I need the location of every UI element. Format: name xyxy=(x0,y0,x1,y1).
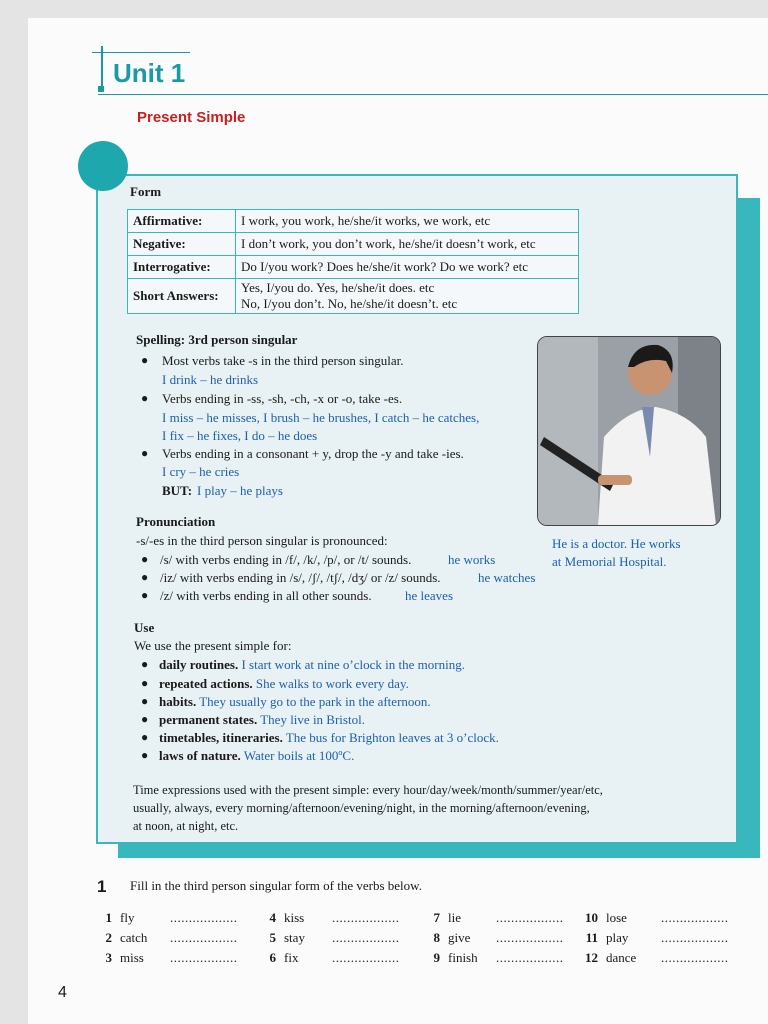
exercise-word xyxy=(256,950,298,966)
word-number: 8 xyxy=(433,930,440,945)
exercise-word xyxy=(92,950,144,966)
use-item xyxy=(159,712,365,728)
page-title: Present Simple xyxy=(137,109,246,126)
word-text: kiss xyxy=(284,910,305,925)
spelling-example: I cry – he cries xyxy=(162,464,240,479)
row-value-line: No, I/you don’t. No, he/she/it doesn’t. etc xyxy=(241,296,458,311)
word-number: 5 xyxy=(269,930,276,945)
exercise-word xyxy=(420,950,478,966)
use-item-example: They usually go to the park in the afternoon. xyxy=(199,694,431,709)
word-number: 7 xyxy=(433,910,440,925)
decor-square xyxy=(98,86,104,92)
pronunciation-rule: /s/ with verbs ending in /f/, /k/, /p/, or /t/ sounds. xyxy=(160,552,412,567)
pronunciation-rule: /iz/ with verbs ending in /s/, /ʃ/, /tʃ/, /dʒ/ or /z/ sounds. xyxy=(160,570,441,585)
exercise-word xyxy=(578,930,628,946)
caption-line: at Memorial Hospital. xyxy=(552,554,667,569)
answer-blank[interactable]: .................. xyxy=(170,910,238,925)
exercise-word xyxy=(92,930,147,946)
answer-blank[interactable]: .................. xyxy=(496,910,564,925)
pronunciation-example: he works xyxy=(448,552,496,567)
bullet-icon: ● xyxy=(141,570,149,584)
answer-blank[interactable]: .................. xyxy=(170,930,238,945)
spelling-rule: Verbs ending in -ss, -sh, -ch, -x or -o, take -es. xyxy=(162,391,403,406)
spelling-heading: Spelling: 3rd person singular xyxy=(136,332,298,347)
time-expressions: at noon, at night, etc. xyxy=(133,819,239,833)
word-number: 9 xyxy=(433,950,440,965)
word-text: give xyxy=(448,930,471,945)
use-item-label: timetables, itineraries. xyxy=(159,730,283,745)
word-text: fix xyxy=(284,950,299,965)
bullet-icon: ● xyxy=(141,694,149,708)
table-row xyxy=(128,233,579,256)
row-value xyxy=(236,279,579,314)
time-expressions: usually, always, every morning/afternoon/evening/night, in the morning/afternoon/evening, xyxy=(133,801,590,815)
answer-blank[interactable]: .................. xyxy=(661,950,729,965)
answer-blank[interactable]: .................. xyxy=(332,950,400,965)
row-label: Negative: xyxy=(128,233,236,256)
decor-line xyxy=(101,46,103,88)
word-text: catch xyxy=(120,930,148,945)
bullet-icon: ● xyxy=(141,676,149,690)
answer-blank[interactable]: .................. xyxy=(661,930,729,945)
table-row xyxy=(128,210,579,233)
use-item xyxy=(159,657,465,673)
exercise-number: 1 xyxy=(97,877,107,896)
word-text: miss xyxy=(120,950,144,965)
table-row xyxy=(128,256,579,279)
use-item-label: permanent states. xyxy=(159,712,258,727)
row-value: I work, you work, he/she/it works, we work, etc xyxy=(236,210,579,233)
bullet-icon: ● xyxy=(141,446,149,460)
pronunciation-example: he watches xyxy=(478,570,536,585)
bullet-icon: ● xyxy=(141,588,149,602)
decor-line xyxy=(92,52,190,53)
use-item-label: laws of nature. xyxy=(159,748,241,763)
spelling-example: I drink – he drinks xyxy=(162,372,259,387)
bullet-icon: ● xyxy=(141,353,149,367)
use-item xyxy=(159,730,499,746)
exercise-word xyxy=(420,910,461,926)
use-item-label: habits. xyxy=(159,694,197,709)
row-value: Do I/you work? Does he/she/it work? Do we work? etc xyxy=(236,256,579,279)
answer-blank[interactable]: .................. xyxy=(332,930,400,945)
use-item-example: She walks to work every day. xyxy=(255,676,409,691)
form-table xyxy=(127,209,579,314)
bullet-icon: ● xyxy=(141,730,149,744)
but-label: BUT: xyxy=(162,483,193,498)
photo-caption xyxy=(552,535,681,571)
bullet-icon: ● xyxy=(141,748,149,762)
use-item-label: daily routines. xyxy=(159,657,239,672)
answer-blank[interactable]: .................. xyxy=(496,930,564,945)
spelling-rule: Verbs ending in a consonant + y, drop the -y and take -ies. xyxy=(162,446,464,461)
use-item-example: The bus for Brighton leaves at 3 o’clock. xyxy=(285,730,499,745)
pronunciation-example: he leaves xyxy=(405,588,454,603)
word-text: play xyxy=(606,930,629,945)
form-heading: Form xyxy=(130,184,162,199)
bullet-icon: ● xyxy=(141,391,149,405)
table-row xyxy=(128,279,579,314)
word-number: 10 xyxy=(585,910,598,925)
word-text: lie xyxy=(448,910,461,925)
use-item-example: I start work at nine o’clock in the morning. xyxy=(241,657,465,672)
row-label: Interrogative: xyxy=(128,256,236,279)
word-number: 3 xyxy=(105,950,112,965)
word-number: 2 xyxy=(105,930,112,945)
header-rule xyxy=(98,94,768,95)
word-text: dance xyxy=(606,950,637,965)
exercise-instruction: Fill in the third person singular form of the verbs below. xyxy=(130,878,422,893)
use-item-example: They live in Bristol. xyxy=(260,712,365,727)
word-text: finish xyxy=(448,950,478,965)
bullet-icon: ● xyxy=(141,712,149,726)
row-label: Short Answers: xyxy=(128,279,236,314)
word-number: 1 xyxy=(105,910,112,925)
use-heading: Use xyxy=(134,620,155,635)
answer-blank[interactable]: .................. xyxy=(496,950,564,965)
exercise-word xyxy=(92,910,134,926)
use-item xyxy=(159,676,409,692)
answer-blank[interactable]: .................. xyxy=(170,950,238,965)
spelling-example: I fix – he fixes, I do – he does xyxy=(162,428,318,443)
spelling-example: I miss – he misses, I brush – he brushes, I catch – he catches, xyxy=(162,410,480,425)
row-label: Affirmative: xyxy=(128,210,236,233)
exercise-word xyxy=(256,910,304,926)
use-item-example: Water boils at 100ºC. xyxy=(243,748,355,763)
bullet-icon: ● xyxy=(141,552,149,566)
use-item xyxy=(159,694,431,710)
decor-circle xyxy=(78,141,128,191)
spelling-example: I play – he plays xyxy=(197,483,283,498)
doctor-photo xyxy=(537,336,721,526)
exercise-word xyxy=(578,950,636,966)
word-number: 4 xyxy=(269,910,276,925)
word-text: fly xyxy=(120,910,135,925)
exercise-word xyxy=(578,910,627,926)
bullet-icon: ● xyxy=(141,657,149,671)
use-item-label: repeated actions. xyxy=(159,676,253,691)
caption-line: He is a doctor. He works xyxy=(552,536,681,551)
row-value-line: Yes, I/you do. Yes, he/she/it does. etc xyxy=(241,280,435,295)
use-item xyxy=(159,748,354,764)
time-expressions: Time expressions used with the present simple: every hour/day/week/month/summer/year/etc, xyxy=(133,783,603,797)
doctor-illustration xyxy=(538,337,720,525)
unit-title: Unit 1 xyxy=(113,58,186,88)
pronunciation-heading: Pronunciation xyxy=(136,514,216,529)
word-number: 12 xyxy=(585,950,598,965)
use-intro: We use the present simple for: xyxy=(134,638,292,653)
pronunciation-intro: -s/-es in the third person singular is pronounced: xyxy=(136,533,388,548)
spelling-rule: Most verbs take -s in the third person singular. xyxy=(162,353,404,368)
word-number: 11 xyxy=(585,930,598,945)
word-number: 6 xyxy=(269,950,276,965)
word-text: lose xyxy=(606,910,627,925)
pronunciation-rule: /z/ with verbs ending in all other sounds. xyxy=(160,588,372,603)
row-value: I don’t work, you don’t work, he/she/it doesn’t work, etc xyxy=(236,233,579,256)
page-number: 4 xyxy=(58,984,67,1001)
exercise-word xyxy=(256,930,305,946)
answer-blank[interactable]: .................. xyxy=(661,910,729,925)
answer-blank[interactable]: .................. xyxy=(332,910,400,925)
exercise-word xyxy=(420,930,470,946)
word-text: stay xyxy=(284,930,305,945)
